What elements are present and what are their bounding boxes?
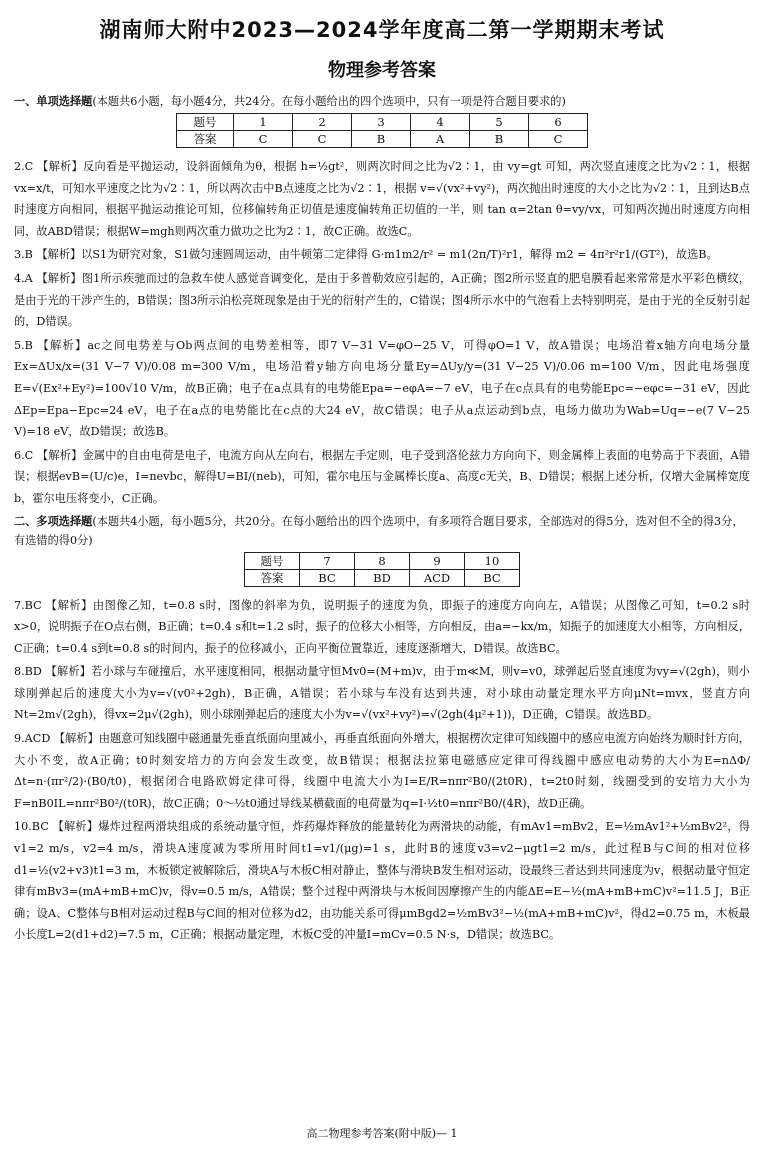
explanation-q3: 3.B 【解析】以S1为研究对象，S1做匀速圆周运动，由牛顿第二定律得 G·m1m2/r² = m1(2π/T)²r1，解得 m2 = 4π²r²r1/(GT²)，故选B。 xyxy=(14,248,718,262)
table-cell: 5 xyxy=(470,114,529,131)
section1-answer-table xyxy=(176,113,588,148)
table-row xyxy=(245,569,520,586)
page-title: 湖南师大附中2023—2024学年度高二第一学期期末考试 xyxy=(99,18,665,42)
table-row xyxy=(245,552,520,569)
explanation-q7: 7.BC 【解析】由图像乙知，t=0.8 s时，图像的斜率为负，说明振子的速度为负，即振子的速度方向向左，A错误；从图像乙可知，t=0.2 s时x>0，说明振子在O点右侧，B正确；t=0.4 s和t=1.2 s时，振子的位移大小相等，方向相反，由a=−kx/m，知振子的加速度大小相等，方向相反，C正确；t=0.4 s到t=0.8 s的时间内，振子的位移减小，正向平衡位置靠近，速度逐渐增大，D错误。故选BC。 xyxy=(14,598,750,655)
table-cell: 9 xyxy=(410,552,465,569)
table-cell: 2 xyxy=(293,114,352,131)
explanation-q4: 4.A 【解析】图1所示疾驰而过的急救车使人感觉音调变化，是由于多普勒效应引起的，A正确；图2所示竖直的肥皂膜看起来常常是水平彩色横纹，是由于光的干涉产生的，B错误；图3所示泊松亮斑现象是由于光的衍射产生的，C错误；图4所示水中的气泡看上去特别明亮，是由于光的全反射引起的，D错误。 xyxy=(14,271,750,329)
table-cell: A xyxy=(411,131,470,148)
section2-heading xyxy=(14,512,750,550)
table-cell: B xyxy=(470,131,529,148)
page-footer: 高二物理参考答案(附中版)— 1 xyxy=(306,1127,458,1140)
section1-title: 一、单项选择题 xyxy=(14,95,93,108)
section2-note: (本题共4小题，每小题5分，共20分。在每小题给出的四个选项中，有多项符合题目要求，全部选对的得5分，选对但不全的得3分，有选错的得0分) xyxy=(14,514,744,547)
row-label: 题号 xyxy=(245,552,300,569)
explanation-q8: 8.BD 【解析】若小球与车碰撞后，水平速度相同，根据动量守恒Mv0=(M+m)v，由于m≪M，则v=v0，球弹起后竖直速度为vy=√(2gh)，则小球刚弹起后的速度大小为v=√(v0²+2gh)，B正确，A错误；若小球与车没有达到共速，对小球由动量定理水平方向μNt=mvx，竖直方向Nt=2m√(2gh)，得vx=2μ√(2gh)，则小球刚弹起后的速度大小为v=√(vx²+vy²)=√(2gh(4μ²+1))，D正确，C错误。故选BD。 xyxy=(14,665,750,722)
explanation-q10: 10.BC 【解析】爆炸过程两滑块组成的系统动量守恒，炸药爆炸释放的能量转化为两滑块的动能，有mAv1=mBv2，E=½mAv1²+½mBv2²，得v1=2 m/s，v2=4 m/s，滑块A速度减为零所用时间t1=v1/(μg)=1 s，此时B的速度v3=v2−μgt1=2 m/s，此过程B与C间的相对位移d1=½(v2+v3)t1=3 m，木板锁定被解除后，滑块A与木板C相对静止，整体与滑块B发生相对运动，设最终三者达到共同速度为v，根据动量守恒定律有mBv3=(mA+mB+mC)v，得v=0.5 m/s，A错误；整个过程中两滑块与木板间因摩擦产生的内能ΔE=E−½(mA+mB+mC)v²=11.5 J，B正确；设A、C整体与B相对运动过程B与C间的相对位移为d2，由功能关系可得μmBgd2=½mBv3²−½(mA+mB+mC)v²，得d2=0.75 m，木板最小长度L=2(d1+d2)=7.5 m，C正确；根据动量定理，木板C受的冲量I=mCv=0.5 N·s，D错误；故选BC。 xyxy=(14,820,750,942)
table-cell: B xyxy=(352,131,411,148)
table-row xyxy=(177,131,588,148)
table-cell: 4 xyxy=(411,114,470,131)
table-cell: 7 xyxy=(300,552,355,569)
explanation-q5: 5.B 【解析】ac之间电势差与Ob两点间的电势差相等，即7 V−31 V=φO−25 V，可得φO=1 V，故A错误；电场沿着x轴方向电场分量Ex=ΔUx/x=(31 V−7 V)/0.08 m=300 V/m，电场沿着y轴方向电场分量Ey=ΔUy/y=(31 V−25 V)/0.06 m=100 V/m，因此电场强度E=√(Ex²+Ey²)=100√10 V/m，故B正确；电子在a点具有的电势能Epa=−eφA=−7 eV，电子在c点具有的电势能Epc=−eφc=−31 eV，因此ΔEp=Epa−Epc=24 eV，电子在a点的电势能比在c点的大24 eV，故C错误；电子从a点运动到b点，电场力做功为Wab=Uq=−e(7 V−25 V)=18 eV，故D错误；故选B。 xyxy=(14,338,750,439)
explanation-q9: 9.ACD 【解析】由题意可知线圈中磁通量先垂直纸面向里减小，再垂直纸面向外增大，根据楞次定律可知线圈中的感应电流方向始终为顺时针方向，大小不变，故A正确；t0时刻安培力的方向会发生改变，故B错误；根据法拉第电磁感应定律可得线圈中感应电动势的大小为E=nΔΦ/Δt=n·(πr²/2)·(B0/t0)，根据闭合电路欧姆定律可得，线圈中电流大小为I=E/R=nπr²B0/(2t0R)，t=2t0时刻，线圈受到的安培力大小为F=nB0IL=nπr²B0²/(t0R)，故C正确；0～½t0通过导线某横截面的电荷量为q=I·½t0=nπr²B0/(4R)，故D正确。 xyxy=(14,732,750,810)
explanation-q2: 2.C 【解析】反向看是平抛运动，设斜面倾角为θ，根据 h=½gt²，则两次时间之比为√2∶1，由 vy=gt 可知，两次竖直速度之比为√2∶1，根据 vx=x/t，可知水平速度之比为√2∶1，所以两次击中B点速度之比为√2∶1，根据 v=√(vx²+vy²)，两次抛出时速度的大小之比为√2∶1，且到达B点时速度方向相同，根据平抛运动推论可知，位移偏转角正切值是速度偏转角正切值的一半，则 tan α=2tan θ=vy/vx，可知两次抛出时速度方向相同，故ABD错误；根据W=mgh则两次重力做功之比为2∶1，故C正确。故选C。 xyxy=(14,160,750,238)
section2-title: 二、多项选择题 xyxy=(14,514,93,528)
table-cell: 10 xyxy=(465,552,520,569)
table-cell: ACD xyxy=(410,569,465,586)
table-cell: C xyxy=(529,131,588,148)
row-label: 题号 xyxy=(177,114,234,131)
table-cell: C xyxy=(293,131,352,148)
table-cell: 3 xyxy=(352,114,411,131)
table-cell: C xyxy=(234,131,293,148)
table-row xyxy=(177,114,588,131)
explanation-q6: 6.C 【解析】金属中的自由电荷是电子，电流方向从左向右，根据左手定则，电子受到洛伦兹力方向向下，则金属棒上表面的电势高于下表面，A错误；根据evB=(U/c)e，I=nevbc，解得U=BI/(neb)，可知，霍尔电压与金属棒长度a、高度c无关，B、D错误；根据上述分析，仅增大金属棒宽度b，霍尔电压将变小，C正确。 xyxy=(14,448,750,505)
row-label: 答案 xyxy=(177,131,234,148)
page-subtitle: 物理参考答案 xyxy=(328,60,436,81)
section2-answer-table xyxy=(244,552,520,587)
table-cell: BD xyxy=(355,569,410,586)
section1-note: (本题共6小题，每小题4分，共24分。在每小题给出的四个选项中，只有一项是符合题目要求的) xyxy=(92,95,566,108)
table-cell: 6 xyxy=(529,114,588,131)
row-label: 答案 xyxy=(245,569,300,586)
table-cell: 8 xyxy=(355,552,410,569)
table-cell: BC xyxy=(465,569,520,586)
section1-heading xyxy=(14,92,750,111)
table-cell: 1 xyxy=(234,114,293,131)
table-cell: BC xyxy=(300,569,355,586)
